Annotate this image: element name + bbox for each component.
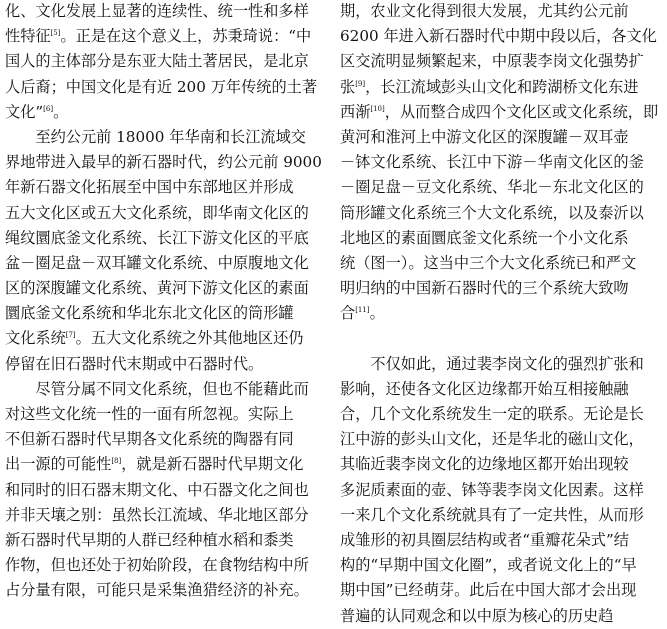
citation-marker: [9] [355,79,366,88]
text-line: 占分量有限，可能只是采集渔猎经济的补充。 [5,581,309,600]
text-line: 绳纹圜底釜文化系统、长江下游文化区的平底 [5,228,309,247]
text-line: 构的“早期中国文化圈”，或者说文化上的“早 [340,556,637,575]
text-line: 新石器时代早期的人群已经种植水稻和黍类 [5,530,294,549]
text-line: 影响，还使各文化区边缘都开始互相接触融 [340,379,629,398]
text-line: 五大文化区或五大文化系统，即华南文化区的 [5,203,309,222]
text-line: 区的深腹罐文化系统、黄河下游文化区的素面 [5,279,309,298]
text-line: 盆－圈足盘－双耳罐文化系统、中原腹地文化 [5,253,309,272]
text-line: 出一源的可能性[8]，就是新石器时代早期文化 [5,455,304,474]
citation-marker: [11] [355,306,370,315]
text-line: 至约公元前 18000 年华南和长江流域交 [5,127,306,146]
left-text-column [5,0,325,604]
right-text-column [340,0,660,629]
text-line: 合，几个文化系统发生一定的联系。无论是长 [340,405,644,423]
text-line: 期中国”已经萌芽。此后在中国大部才会出现 [340,581,637,600]
text-line: －钵文化系统、长江中下游－华南文化区的釜 [340,153,644,172]
text-line: 多泥质素面的壶、钵等裴李岗文化因素。这样 [340,480,644,499]
text-line: 和同时的旧石器末期文化、中石器文化之间也 [5,480,309,499]
text-line: 国人的主体部分是东亚大陆土著居民，是北京 [5,52,309,71]
text-line: 西渐[10]，从而整合成四个文化区或文化系统，即 [340,102,659,121]
text-line: 合[11]。 [340,304,385,323]
text-line: 性特征[5]。正是在这个意义上，苏秉琦说：“中 [5,27,312,46]
citation-marker: [5] [50,29,61,38]
text-line [340,326,660,351]
text-line: 成雏形的初具圈层结构或者“重瓣花朵式”结 [340,530,629,549]
citation-marker: [8] [111,457,122,466]
text-line: 一来几个文化系统就具有了一定共性，从而形 [340,505,644,524]
text-line: 黄河和淮河上中游文化区的深腹罐－双耳壶 [340,127,629,146]
citation-marker: [7] [65,331,76,340]
text-line: 作物，但也还处于初始阶段，在食物结构中所 [5,556,309,575]
text-line: 文化系统[7]。五大文化系统之外其他地区还仍 [5,329,304,348]
text-line: 界地带进入最早的新石器时代，约公元前 9000 [5,153,322,172]
text-line: 明归纳的中国新石器时代的三个系统大致吻 [340,279,629,298]
text-line: 停留在旧石器时代末期或中石器时代。 [5,354,264,373]
text-line: 期，农业文化得到很大发展，尤其约公元前 [340,2,629,20]
text-line: 年新石器文化拓展至中国中东部地区并形成 [5,178,294,197]
text-line: 张[9]，长江流域彭头山文化和跨湖桥文化东进 [340,77,639,96]
text-line: 筒形罐文化系统三个大文化系统，以及泰沂以 [340,203,644,222]
text-line: 尽管分属不同文化系统，但也不能藉此而 [5,379,309,398]
text-line: 人后裔；中国文化是有近 200 万年传统的土著 [5,77,318,96]
text-line: 其临近裴李岗文化的边缘地区都开始出现较 [340,455,629,474]
text-line: 不但新石器时代早期各文化系统的陶器有同 [5,430,294,449]
text-line: 化、文化发展上显著的连续性、统一性和多样 [5,2,309,20]
text-line: 圜底釜文化系统和华北东北文化区的筒形罐 [5,304,294,323]
text-line: 江中游的彭头山文化，还是华北的磁山文化， [340,430,644,449]
text-line: 6200 年进入新石器时代中期中段以后，各文化 [340,27,657,46]
citation-marker: [6] [43,104,54,113]
text-line: 普遍的认同观念和以中原为核心的历史趋 [340,606,614,625]
text-line: 不仅如此，通过裴李岗文化的强烈扩张和 [340,354,644,373]
text-line: 区交流明显频繁起来，中原裴李岗文化强势扩 [340,52,644,71]
text-line: 统（图一）。这当中三个大文化系统已和严文 [340,253,637,272]
text-line: 文化”[6]。 [5,102,69,121]
text-line: －圈足盘－豆文化系统、华北－东北文化区的 [340,178,644,197]
citation-marker: [10] [370,104,385,113]
text-line: 并非天壤之别：虽然长江流域、华北地区部分 [5,505,309,524]
text-line: 北地区的素面圜底釜文化系统一个小文化系 [340,228,629,247]
text-line: 对这些文化统一性的一面有所忽视。实际上 [5,405,294,423]
